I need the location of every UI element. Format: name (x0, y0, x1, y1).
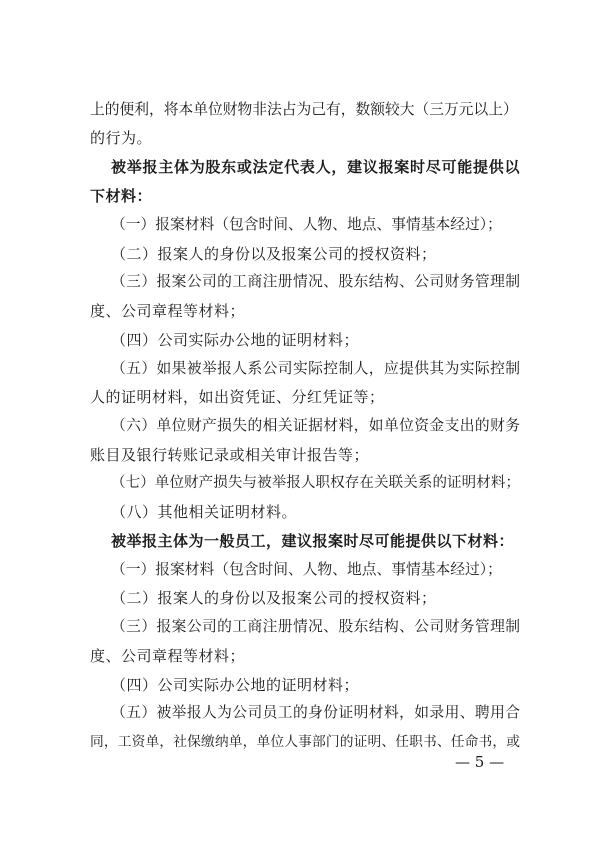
list-item: （三）报案公司的工商注册情况、股东结构、公司财务管理制 (111, 273, 520, 290)
list-item-continuation: 同，工资单，社保缴纳单，单位人事部门的证明、任职书、任命书，或 (90, 734, 520, 750)
list-item: （二）报案人的身份以及报案公司的授权资料； (111, 245, 437, 263)
list-item-continuation: 度、公司章程等材料； (90, 302, 246, 320)
list-item: （七）单位财产损失与被举报人职权存在关联关系的证明材料； (111, 475, 520, 491)
list-item: （八）其他相关证明材料。 (111, 503, 298, 521)
list-item-continuation: 账目及银行转账记录或相关审计报告等； (90, 446, 370, 464)
section-heading: 下材料： (90, 187, 153, 205)
list-item-continuation: 度、公司章程等材料； (90, 647, 246, 665)
list-item: （三）报案公司的工商注册情况、股东结构、公司财务管理制 (111, 618, 520, 635)
list-item-continuation: 人的证明材料，如出资凭证、分红凭证等； (90, 388, 385, 406)
list-item: （五）如果被举报人系公司实际控制人，应提供其为实际控制 (111, 360, 520, 377)
list-item: （四）公司实际办公地的证明材料； (111, 676, 360, 694)
list-item: （一）报案材料（包含时间、人物、地点、事情基本经过）； (111, 216, 502, 233)
list-item: （一）报案材料（包含时间、人物、地点、事情基本经过）； (111, 561, 502, 578)
text-line: 上的便利，将本单位财物非法占为己有，数额较大（三万元以上） (90, 101, 518, 118)
section-heading: 被举报主体为一般员工，建议报案时尽可能提供以下材料： (111, 532, 515, 550)
list-item: （四）公司实际办公地的证明材料； (111, 331, 360, 349)
text-line: 的行为。 (90, 129, 153, 147)
section-heading: 被举报主体为股东或法定代表人，建议报案时尽可能提供以 (111, 158, 520, 176)
list-item: （五）被举报人为公司员工的身份证明材料，如录用、聘用合 (111, 704, 520, 721)
page-number: — 5 — (455, 753, 505, 771)
list-item: （二）报案人的身份以及报案公司的授权资料； (111, 589, 437, 607)
list-item: （六）单位财产损失的相关证据材料，如单位资金支出的财务 (111, 417, 520, 434)
